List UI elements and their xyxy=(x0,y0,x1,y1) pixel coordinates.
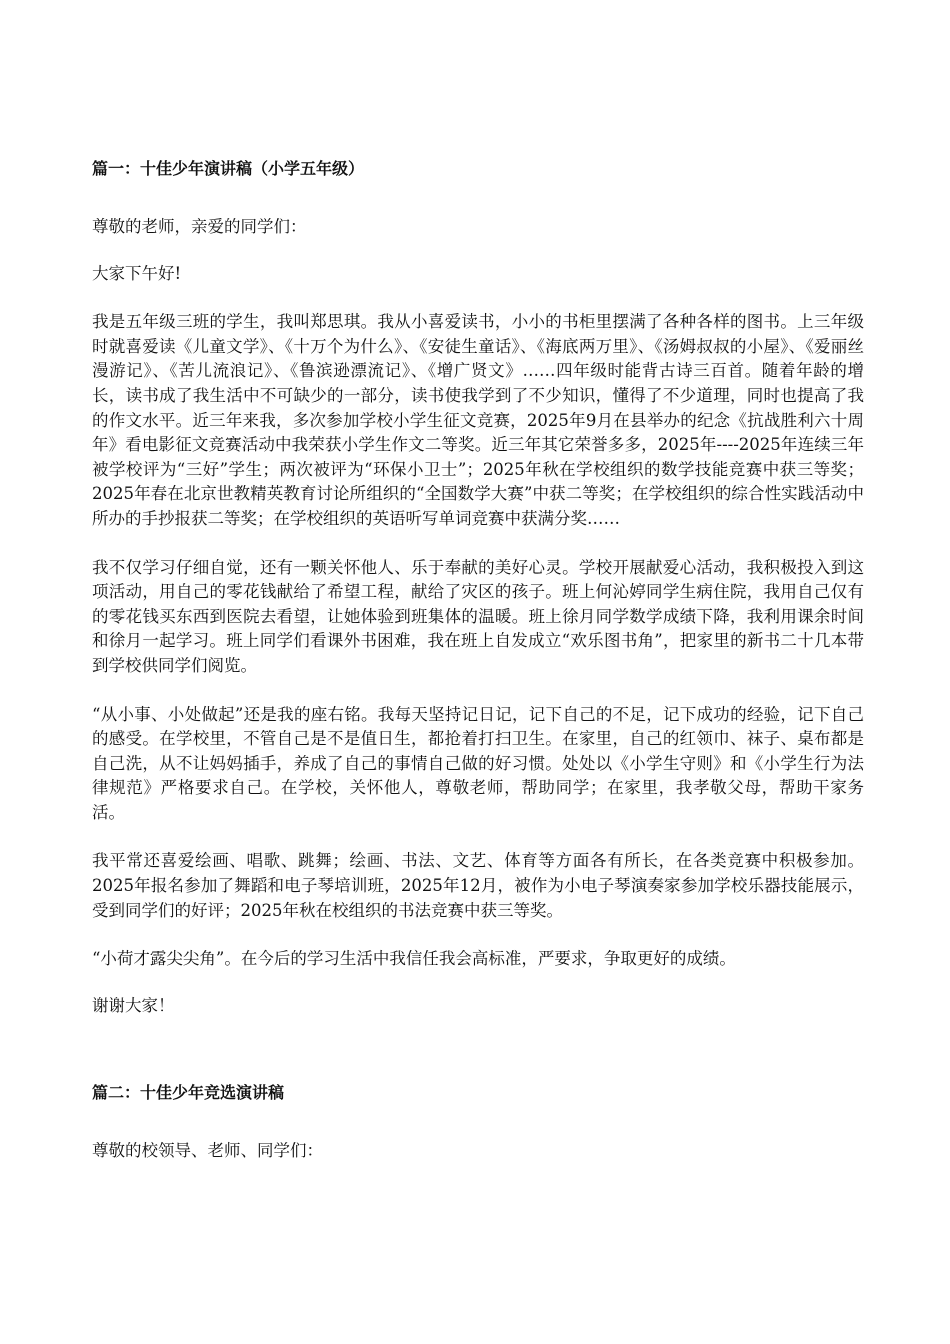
article-1-paragraph-4: 我平常还喜爱绘画、唱歌、跳舞；绘画、书法、文艺、体育等方面各有所长，在各类竞赛中积极参加。2025年报名参加了舞蹈和电子琴培训班，2025年12月，被作为小电子琴演奏家参加学校乐器技能展示，受到同学们的好评；2025年秋在校组织的书法竞赛中获三等奖。 xyxy=(92,851,864,920)
article-1-paragraph-1: 我是五年级三班的学生，我叫郑思琪。我从小喜爱读书，小小的书柜里摆满了各种各样的图书。上三年级时就喜爱读《儿童文学》、《十万个为什么》、《安徒生童话》、《海底两万里》、《汤姆叔叔的小屋》、《爱丽丝漫游记》、《苦儿流浪记》、《鲁滨逊漂流记》、《增广贤文》……四年级时能背古诗三百首。随着年龄的增长，读书成了我生活中不可缺少的一部分，读书使我学到了不少知识，懂得了不少道理，同时也提高了我的作文水平。近三年来我，多次参加学校小学生征文竞赛，2025年9月在县举办的纪念《抗战胜利六十周年》看电影征文竞赛活动中我荣获小学生作文二等奖。近三年其它荣誉多多，2025年----2025年连续三年被学校评为“三好”学生；两次被评为“环保小卫士”；2025年秋在学校组织的数学技能竞赛中获三等奖；2025年春在北京世教精英教育讨论所组织的“全国数学大赛”中获二等奖；在学校组织的综合性实践活动中所办的手抄报获二等奖；在学校组织的英语听写单词竞赛中获满分奖…… xyxy=(92,312,864,528)
article-2-salutation: 尊敬的校领导、老师、同学们： xyxy=(92,1141,323,1161)
article-1-paragraph-3: “从小事、小处做起”还是我的座右铭。我每天坚持记日记，记下自己的不足，记下成功的经验，记下自己的感受。在学校里，不管自己是不是值日生，都抢着打扫卫生。在家里，自己的红领巾、袜子、桌布都是自己洗，从不让妈妈插手，养成了自己的事情自己做的好习惯。处处以《小学生守则》和《小学生行为法律规范》严格要求自己。在学校，关怀他人，尊敬老师，帮助同学；在家里，我孝敬父母，帮助干家务活。 xyxy=(92,704,864,822)
article-1-title: 篇一：十佳少年演讲稿（小学五年级） xyxy=(92,159,365,178)
article-1-paragraph-2: 我不仅学习仔细自觉，还有一颗关怀他人、乐于奉献的美好心灵。学校开展献爱心活动，我积极投入到这项活动，用自己的零花钱献给了希望工程，献给了灾区的孩子。班上何沁婷同学生病住院，我用自己仅有的零花钱买东西到医院去看望，让她体验到班集体的温暖。班上徐月同学数学成绩下降，我利用课余时间和徐月一起学习。班上同学们看课外书困难，我在班上自发成立“欢乐图书角”，把家里的新书二十几本带到学校供同学们阅览。 xyxy=(92,557,864,675)
article-1-paragraph-5: “小荷才露尖尖角”。在今后的学习生活中我信任我会高标准，严要求，争取更好的成绩。 xyxy=(92,949,736,969)
article-1-closing: 谢谢大家！ xyxy=(92,995,175,1015)
article-2-title: 篇二：十佳少年竞选演讲稿 xyxy=(92,1083,285,1103)
article-1-salutation: 尊敬的老师，亲爱的同学们： xyxy=(92,217,307,236)
document-page xyxy=(92,156,864,1164)
article-1-greeting: 大家下午好! xyxy=(92,263,182,283)
